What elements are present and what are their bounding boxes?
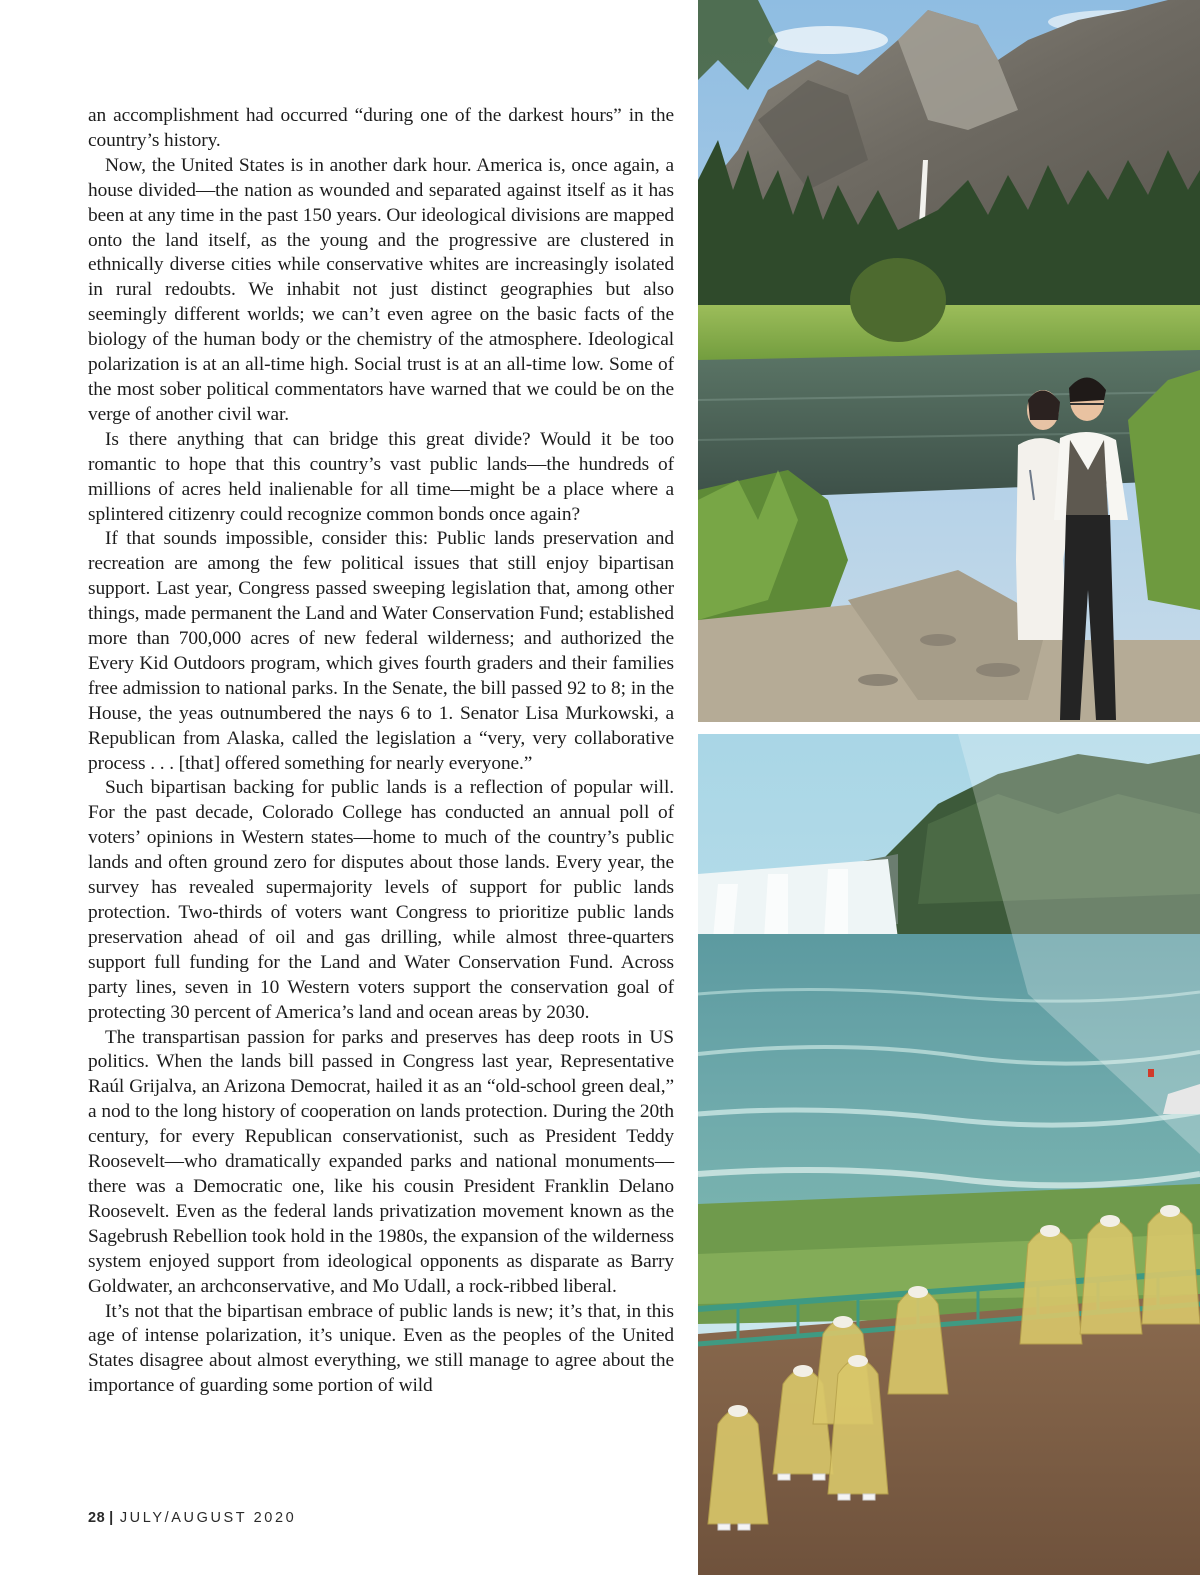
yosemite-illustration: [698, 0, 1200, 722]
article-paragraph: The transpartisan passion for parks and preserves has deep roots in US politics. When the lands bill passed in Congress last year, Representative Raúl Grijalva, an Arizona Democrat, hailed it as an “old-school green deal,” a nod to the long history of cooperation on lands protection. During the 20th century, for every Republican conservationist, such as President Teddy Roosevelt—who dramatically expanded parks and national monuments—there was a Democratic one, like his cousin President Franklin Delano Roosevelt. Even as the federal lands privatization movement known as the Sagebrush Rebellion took hold in the 1980s, the expansion of the wilderness system enjoyed support from ideological opponents as disparate as Barry Goldwater, an archconservative, and Mo Udall, a rock-ribbed liberal.: [88, 1026, 674, 1297]
article-body: [88, 104, 674, 1399]
page-number: 28: [88, 1510, 106, 1526]
page-footer: [88, 1510, 296, 1526]
article-paragraph: Is there anything that can bridge this great divide? Would it be too romantic to hope that this country’s vast public lands—the hundreds of millions of acres held inalienable for all time—might be a place where a splintered citizenry could recognize common bonds once again?: [88, 428, 674, 525]
niagara-falls-visitors-photo: [698, 734, 1200, 1575]
issue-date: JULY/AUGUST 2020: [119, 1510, 297, 1526]
folio-separator: |: [109, 1510, 116, 1526]
niagara-illustration: [698, 734, 1200, 1575]
article-paragraph: It’s not that the bipartisan embrace of public lands is new; it’s that, in this age of intense polarization, it’s unique. Even as the peoples of the United States disagree about almost everything, we still manage to agree about the importance of guarding some portion of wild: [88, 1300, 674, 1397]
article-paragraph: an accomplishment had occurred “during one of the darkest hours” in the country’s history.: [88, 105, 674, 151]
article-paragraph: Now, the United States is in another dark hour. America is, once again, a house divided—the nation as wounded and separated against itself as it has been at any time in the past 150 years. Our ideological divisions are mapped onto the land itself, as the young and the progressive are clustered in ethnically diverse cities while conservative whites are increasingly isolated in rural redoubts. We inhabit not just distinct geographies but also seemingly different worlds; we can’t even agree on the basic facts of the biology of the human body or the chemistry of the atmosphere. Ideological polarization is at an all-time high. Social trust is at an all-time low. Some of the most sober political commentators have warned that we could be on the verge of another civil war.: [88, 154, 674, 425]
article-paragraph: If that sounds impossible, consider this: Public lands preservation and recreation are among the few political issues that still enjoy bipartisan support. Last year, Congress passed sweeping legislation that, among other things, made permanent the Land and Water Conservation Fund; established more than 700,000 acres of new federal wilderness; and authorized the Every Kid Outdoors program, which gives fourth graders and their families free admission to national parks. In the Senate, the bill passed 92 to 8; in the House, the yeas outnumbered the nays 6 to 1. Senator Lisa Murkowski, a Republican from Alaska, called the legislation a “very, very collaborative process . . . [that] offered something for nearly everyone.”: [88, 528, 674, 774]
yosemite-couple-photo: [698, 0, 1200, 722]
article-paragraph: Such bipartisan backing for public lands is a reflection of popular will. For the past decade, Colorado College has conducted an annual poll of voters’ opinions in Western states—home to much of the country’s public lands and often ground zero for disputes about those lands. Every year, the survey has revealed supermajority levels of support for public lands protection. Two-thirds of voters want Congress to prioritize public lands preservation ahead of oil and gas drilling, while almost three-quarters support full funding for the Land and Water Conservation Fund. Across party lines, seven in 10 Western voters support the conservation goal of protecting 30 percent of America’s land and ocean areas by 2030.: [88, 777, 674, 1023]
